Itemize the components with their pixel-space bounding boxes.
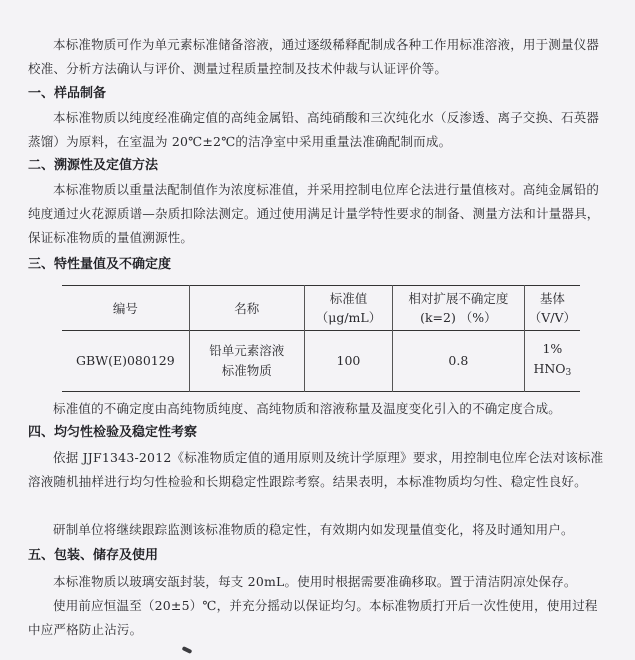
- header-matrix-unit: （V/V）: [528, 310, 576, 325]
- table-header-row: [62, 286, 580, 331]
- cell-name-line1: 铅单元素溶液: [209, 343, 285, 358]
- header-id-label: 编号: [112, 300, 138, 316]
- cell-value: 100: [304, 331, 392, 392]
- paragraph-stability-monitoring: 研制单位将继续跟踪监测该标准物质的稳定性，有效期内如发现量值变化，将及时通知用户。: [53, 522, 574, 537]
- header-name-label: 名称: [234, 300, 260, 316]
- intro-paragraph: 本标准物质可作为单元素标准储备溶液，通过逐级稀释配制成各种工作用标准溶液，用于测量仪器校准、分析方法确认与评价、测量过程质量控制及技术仲裁与认证评价等。: [28, 37, 600, 76]
- paragraph-sample-preparation: 本标准物质以纯度经准确定值的高纯金属铅、高纯硝酸和三次纯化水（反渗透、离子交换、石英器蒸馏）为原料，在室温为 20℃±2℃的洁净室中采用重量法准确配制而成。: [28, 110, 600, 149]
- heading-characteristic-values: 三、特性量值及不确定度: [28, 257, 172, 272]
- header-uncertainty: [393, 286, 525, 331]
- table-row: [62, 331, 580, 392]
- heading-sample-preparation: 一、样品制备: [28, 86, 107, 101]
- header-standard-value-label: 标准值: [329, 291, 368, 306]
- header-standard-value-unit: （μg/mL）: [315, 310, 382, 325]
- paragraph-homogeneity: 依据 JJF1343-2012《标准物质定值的通用原则及统计学原理》要求，用控制电位库仑法对该标准溶液随机抽样进行均匀性检验和长期稳定性跟踪考察。结果表明，本标准物质均匀性、稳定性良好。: [28, 450, 604, 489]
- header-standard-value: [304, 286, 392, 331]
- cell-matrix-prefix: 1% HNO: [533, 341, 566, 376]
- paragraph-packaging: 本标准物质以玻璃安瓿封装，每支 20mL。使用时根据需要准确移取。置于清洁阴凉处保存。: [53, 574, 577, 589]
- paragraph-traceability: 本标准物质以重量法配制值作为浓度标准值，并采用控制电位库仑法进行量值核对。高纯金属铅的纯度通过火花源质谱—杂质扣除法测定。通过使用满足计量学特性要求的制备、测量方法和计量器具，保证标准物质的量值溯源性。: [28, 182, 600, 245]
- header-matrix-label: 基体: [539, 291, 565, 306]
- header-name: [189, 286, 304, 331]
- cell-uncertainty: 0.8: [393, 331, 525, 392]
- characteristic-value-table: [62, 285, 580, 392]
- heading-homogeneity-stability: 四、均匀性检验及稳定性考察: [28, 425, 198, 440]
- header-uncertainty-label: 相对扩展不确定度: [408, 291, 509, 306]
- header-matrix: [524, 286, 580, 331]
- cell-name: [189, 331, 304, 392]
- heading-traceability: 二、溯源性及定值方法: [28, 158, 159, 173]
- heading-packaging-storage-use: 五、包装、储存及使用: [28, 548, 159, 563]
- header-id: [62, 286, 189, 331]
- header-uncertainty-unit: (k=2) （%）: [420, 310, 497, 325]
- cell-id: GBW(E)080129: [62, 331, 189, 392]
- paragraph-uncertainty-note: 标准值的不确定度由高纯物质纯度、高纯物质和溶液称量及温度变化引入的不确定度合成。: [53, 401, 562, 416]
- cell-matrix-subscript: 3: [565, 368, 572, 378]
- cell-name-line2: 标准物质: [221, 363, 272, 378]
- scan-mark: [182, 646, 193, 654]
- cell-matrix: [524, 331, 580, 392]
- paragraph-usage: 使用前应恒温至（20±5）℃，并充分摇动以保证均匀。本标准物质打开后一次性使用，使用过程中应严格防止沾污。: [28, 598, 598, 637]
